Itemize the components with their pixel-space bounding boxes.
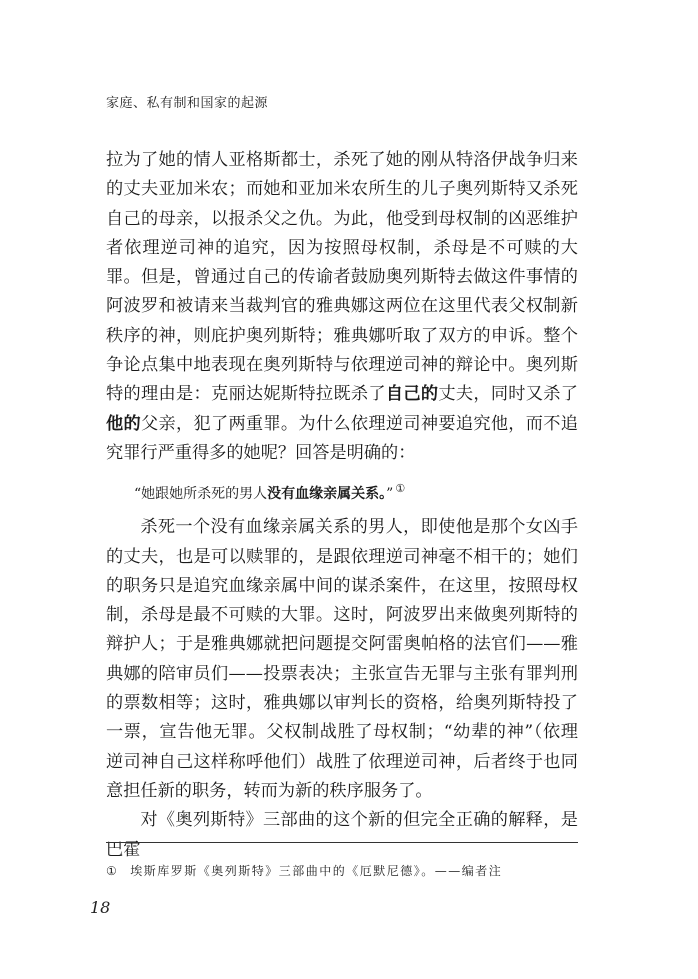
footnote-divider [106,842,578,843]
footnote-reference[interactable]: ① [395,482,406,496]
paragraph-1-text-a: 拉为了她的情人亚格斯都士，杀死了她的刚从特洛伊战争归来的丈夫亚加米农；而她和亚加米农所生的儿子奥列斯特又杀死自己的母亲，以报杀父之仇。为此，他受到母权制的凶恶维护者依理逆司神的追究，因为按照母权制，杀母是不可赎的大罪。但是，曾通过自己的传谕者鼓励奥列斯特去做这件事情的阿波罗和被请来当裁判官的雅典娜这两位在这里代表父权制新秩序的神，则庇护奥列斯特；雅典娜听取了双方的申诉。整个争论点集中地表现在奥列斯特与依理逆司神的辩论中。奥列斯特的理由是：克丽达妮斯特拉既杀了 [106,150,578,405]
paragraph-1-text-c: 父亲，犯了两重罪。为什么依理逆司神要追究他，而不追究罪行严重得多的她呢？回答是明确的： [106,413,578,463]
quote-close: ” [386,486,394,503]
emphasis-own: 自己的 [385,384,439,405]
paragraph-3: 对《奥列斯特》三部曲的这个新的但完全正确的解释，是巴霍 [106,810,578,860]
block-quote [134,478,578,505]
main-text [106,146,578,865]
footnote-marker: ① [106,864,119,878]
paragraph-1-text-b: 丈夫，同时又杀了 [438,384,578,405]
page-number: 18 [90,898,111,917]
running-head: 家庭、私有制和国家的起源 [106,96,269,111]
quote-emphasis: 没有血缘亲属关系。 [267,486,387,503]
emphasis-his: 他的 [106,413,141,434]
footnote [106,862,502,879]
paragraph-1 [106,146,578,468]
quote-text: “她跟她所杀死的男人 [134,486,268,503]
paragraph-2: 杀死一个没有血缘亲属关系的男人，即使他是那个女凶手的丈夫，也是可以赎罪的，是跟依理逆司神毫不相干的；她们的职务只是追究血缘亲属中间的谋杀案件，在这里，按照母权制，杀母是最不可赎的大罪。这时，阿波罗出来做奥列斯特的辩护人；于是雅典娜就把问题提交阿雷奥帕格的法官们——雅典娜的陪审员们——投票表决；主张宣告无罪与主张有罪判刑的票数相等；这时，雅典娜以审判长的资格，给奥列斯特投了一票，宣告他无罪。父权制战胜了母权制；“幼辈的神”（依理逆司神自己这样称呼他们）战胜了依理逆司神，后者终于也同意担任新的职务，转而为新的秩序服务了。 [106,517,578,801]
footnote-text: 埃斯库罗斯《奥列斯特》三部曲中的《厄默尼德》。——编者注 [130,864,503,878]
